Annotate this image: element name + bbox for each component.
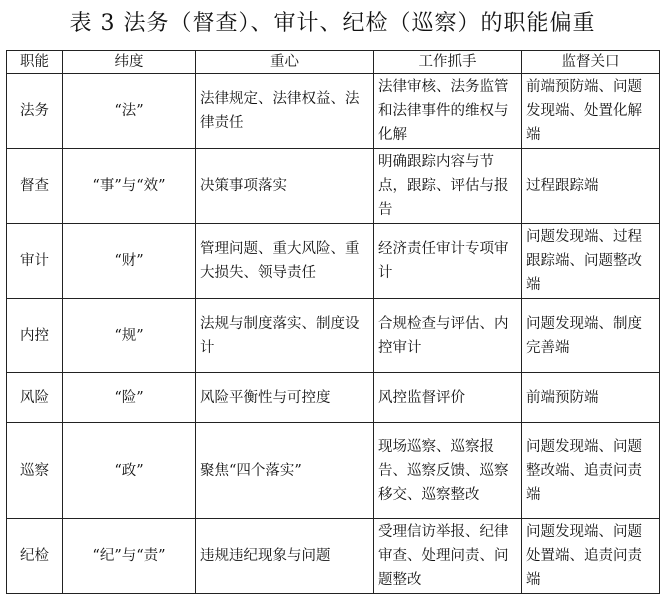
cell-focus: 管理问题、重大风险、重大损失、领导责任 bbox=[196, 224, 374, 299]
cell-dimension: “纪”与“责” bbox=[63, 519, 196, 594]
table-row bbox=[7, 299, 660, 373]
table-row bbox=[7, 519, 660, 594]
table-header-row bbox=[7, 51, 660, 74]
cell-work: 现场巡察、巡察报告、巡察反馈、巡察移交、巡察整改 bbox=[374, 423, 522, 519]
header-gate: 监督关口 bbox=[522, 51, 660, 74]
table-row bbox=[7, 149, 660, 224]
cell-function: 督查 bbox=[7, 149, 63, 224]
duty-table bbox=[6, 50, 660, 594]
cell-dimension: “规” bbox=[63, 299, 196, 373]
cell-focus: 风险平衡性与可控度 bbox=[196, 373, 374, 423]
cell-dimension: “财” bbox=[63, 224, 196, 299]
cell-work: 明确跟踪内容与节点，跟踪、评估与报告 bbox=[374, 149, 522, 224]
table-row bbox=[7, 224, 660, 299]
cell-function: 巡察 bbox=[7, 423, 63, 519]
cell-focus: 聚焦“四个落实” bbox=[196, 423, 374, 519]
cell-dimension: “险” bbox=[63, 373, 196, 423]
cell-dimension: “事”与“效” bbox=[63, 149, 196, 224]
cell-function: 内控 bbox=[7, 299, 63, 373]
cell-function: 风险 bbox=[7, 373, 63, 423]
cell-gate: 问题发现端、制度完善端 bbox=[522, 299, 660, 373]
cell-function: 纪检 bbox=[7, 519, 63, 594]
cell-dimension: “政” bbox=[63, 423, 196, 519]
cell-function: 法务 bbox=[7, 74, 63, 149]
header-work: 工作抓手 bbox=[374, 51, 522, 74]
cell-gate: 问题发现端、问题处置端、追责问责端 bbox=[522, 519, 660, 594]
cell-focus: 法律规定、法律权益、法律责任 bbox=[196, 74, 374, 149]
cell-work: 合规检查与评估、内控审计 bbox=[374, 299, 522, 373]
header-focus: 重心 bbox=[196, 51, 374, 74]
cell-gate: 问题发现端、过程跟踪端、问题整改端 bbox=[522, 224, 660, 299]
cell-gate: 前端预防端、问题发现端、处置化解端 bbox=[522, 74, 660, 149]
cell-work: 受理信访举报、纪律审查、处理问责、问题整改 bbox=[374, 519, 522, 594]
cell-dimension: “法” bbox=[63, 74, 196, 149]
cell-gate: 问题发现端、问题整改端、追责问责端 bbox=[522, 423, 660, 519]
cell-gate: 前端预防端 bbox=[522, 373, 660, 423]
cell-focus: 法规与制度落实、制度设计 bbox=[196, 299, 374, 373]
cell-gate: 过程跟踪端 bbox=[522, 149, 660, 224]
cell-work: 风控监督评价 bbox=[374, 373, 522, 423]
table-row bbox=[7, 74, 660, 149]
cell-focus: 决策事项落实 bbox=[196, 149, 374, 224]
cell-function: 审计 bbox=[7, 224, 63, 299]
header-function: 职能 bbox=[7, 51, 63, 74]
header-dimension: 纬度 bbox=[63, 51, 196, 74]
cell-work: 经济责任审计专项审计 bbox=[374, 224, 522, 299]
table-row bbox=[7, 373, 660, 423]
cell-work: 法律审核、法务监管和法律事件的维权与化解 bbox=[374, 74, 522, 149]
cell-focus: 违规违纪现象与问题 bbox=[196, 519, 374, 594]
table-row bbox=[7, 423, 660, 519]
table-caption: 表 3 法务（督查）、审计、纪检（巡察）的职能偏重 bbox=[69, 11, 596, 36]
